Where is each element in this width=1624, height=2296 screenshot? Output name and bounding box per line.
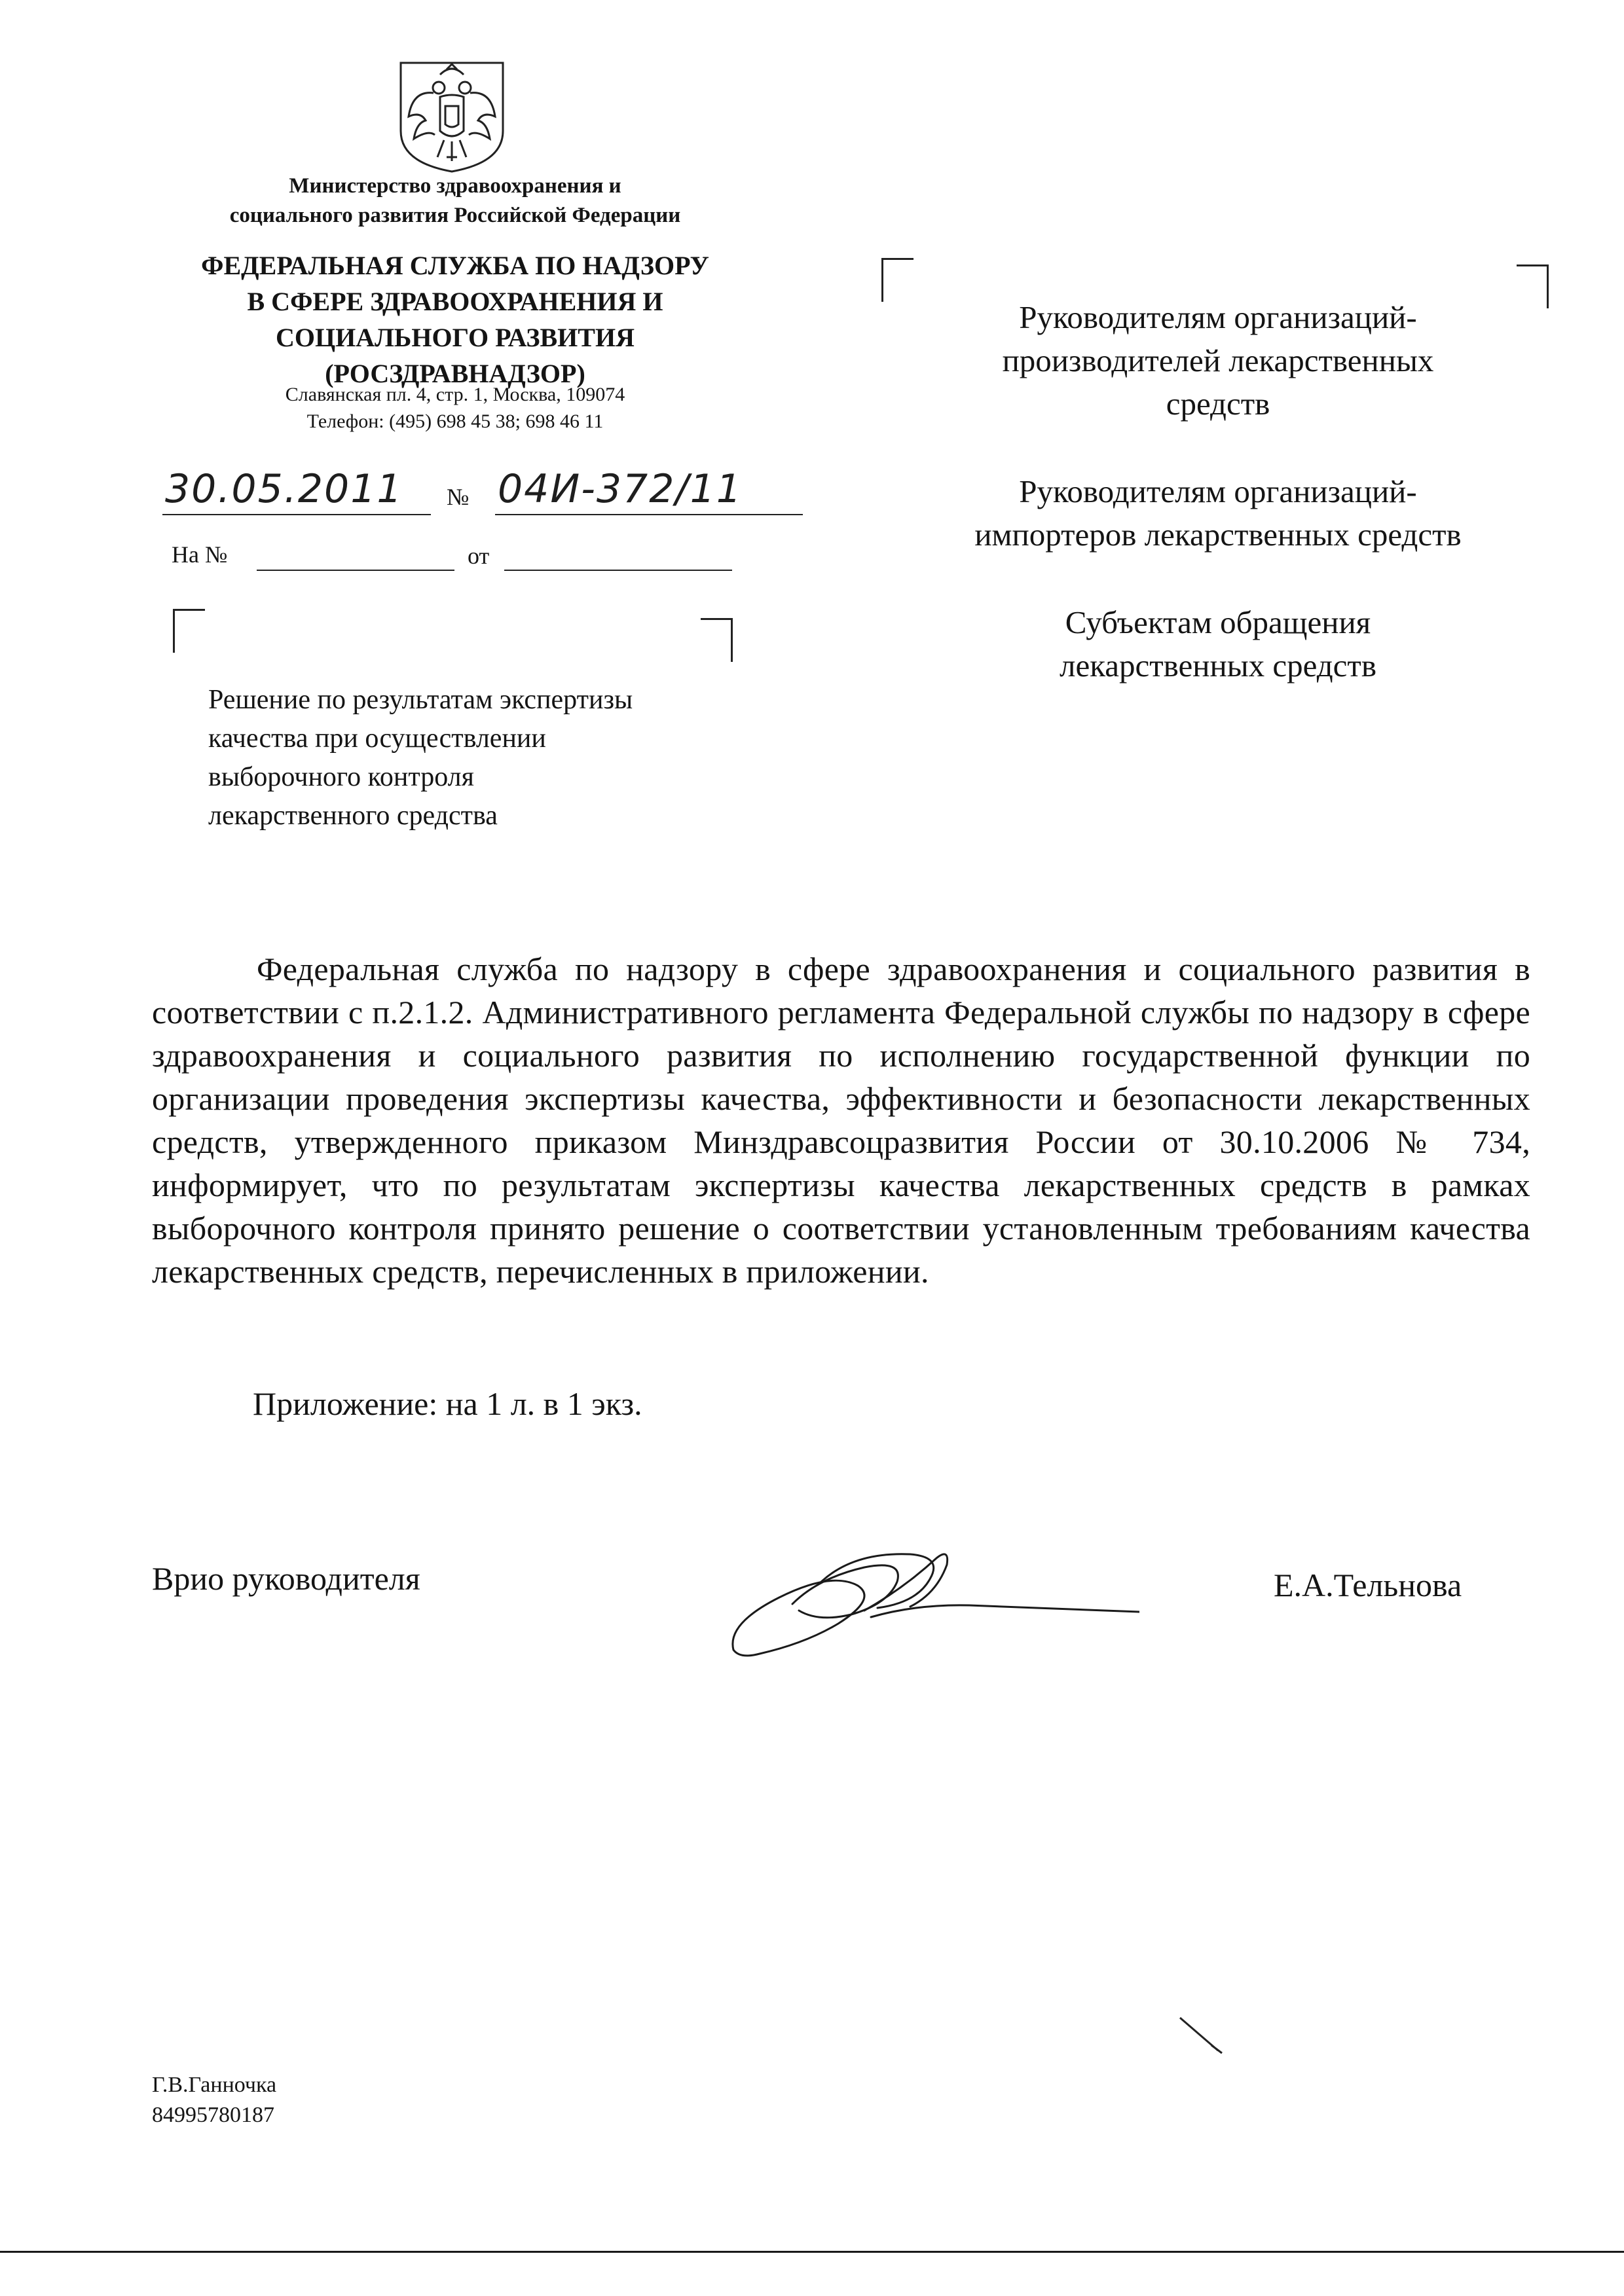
address-line: Славянская пл. 4, стр. 1, Москва, 109074 — [285, 384, 625, 405]
from-underline — [504, 570, 732, 571]
addressee-line: Субъектам обращения — [1065, 604, 1371, 640]
service-line: В СФЕРЕ ЗДРАВООХРАНЕНИЯ И — [247, 287, 663, 316]
addressee-line: Руководителям организаций- — [1019, 473, 1417, 509]
phone-line: Телефон: (495) 698 45 38; 698 46 11 — [306, 410, 604, 432]
service-address — [167, 381, 743, 435]
subject-bracket-left — [173, 609, 205, 653]
handwritten-signature-icon — [720, 1525, 1139, 1669]
subject-line: качества при осуществлении — [208, 723, 546, 754]
addressee-bracket-left — [881, 258, 913, 302]
body-paragraph: Федеральная служба по надзору в сфере здравоохранения и социального развития в соответствии с п.2.1.2. Административного регламента Федеральной службы по надзору в сфере здравоохранения и социального развития по исполнению государственной функции по организации проведения экспертизы качества, эффективности и безопасности лекарственных средств, утвержденного приказом Минздравсоцразвития России от 30.10.2006 № 734, информирует, что по результатам экспертизы качества лекарственных средств в рамках выборочного контроля принято решение о соответствии установленным требованиям качества лекарственных средств, перечисленных в приложении. — [152, 951, 1530, 1290]
coat-of-arms-icon — [394, 58, 509, 174]
number-underline — [495, 514, 803, 515]
ministry-line: Министерство здравоохранения и — [289, 174, 621, 198]
number-label: № — [447, 484, 470, 510]
service-line: СОЦИАЛЬНОГО РАЗВИТИЯ — [276, 323, 635, 352]
handwritten-number: 04И-372/11 — [498, 466, 743, 512]
subject-line: выборочного контроля — [208, 762, 474, 792]
ministry-name — [167, 172, 743, 230]
executor-name: Г.В.Ганночка — [152, 2073, 277, 2097]
addressee-line: Руководителям организаций- — [1019, 299, 1417, 335]
scan-edge-line — [0, 2251, 1624, 2253]
subject-bracket-right — [701, 618, 733, 662]
stray-mark-icon — [1179, 2016, 1225, 2056]
addressee-block — [891, 470, 1545, 556]
handwritten-date: 30.05.2011 — [165, 466, 403, 512]
signatory-name: Е.А.Тельнова — [1274, 1567, 1462, 1603]
addressee-line: импортеров лекарственных средств — [974, 517, 1462, 553]
executor-phone: 84995780187 — [152, 2103, 274, 2127]
letter-subject — [208, 681, 784, 835]
service-name — [167, 247, 743, 392]
addressee-block — [891, 601, 1545, 687]
subject-line: лекарственного средства — [208, 801, 498, 831]
executor-info — [152, 2070, 276, 2130]
addressee-line: производителей лекарственных — [1002, 342, 1434, 378]
subject-line: Решение по результатам экспертизы — [208, 685, 633, 715]
reference-underline — [257, 570, 454, 571]
appendix-note: Приложение: на 1 л. в 1 экз. — [253, 1385, 642, 1422]
addressee-block — [891, 296, 1545, 426]
date-underline — [162, 514, 431, 515]
service-line: ФЕДЕРАЛЬНАЯ СЛУЖБА ПО НАДЗОРУ — [201, 251, 709, 280]
from-label: от — [468, 543, 490, 569]
service-line: (РОСЗДРАВНАДЗОР) — [325, 359, 585, 388]
signatory-role: Врио руководителя — [152, 1560, 420, 1597]
ministry-line: социального развития Российской Федерации — [229, 204, 681, 227]
addressee-line: средств — [1166, 386, 1270, 422]
reference-label: На № — [172, 541, 228, 568]
addressee-line: лекарственных средств — [1060, 647, 1376, 683]
